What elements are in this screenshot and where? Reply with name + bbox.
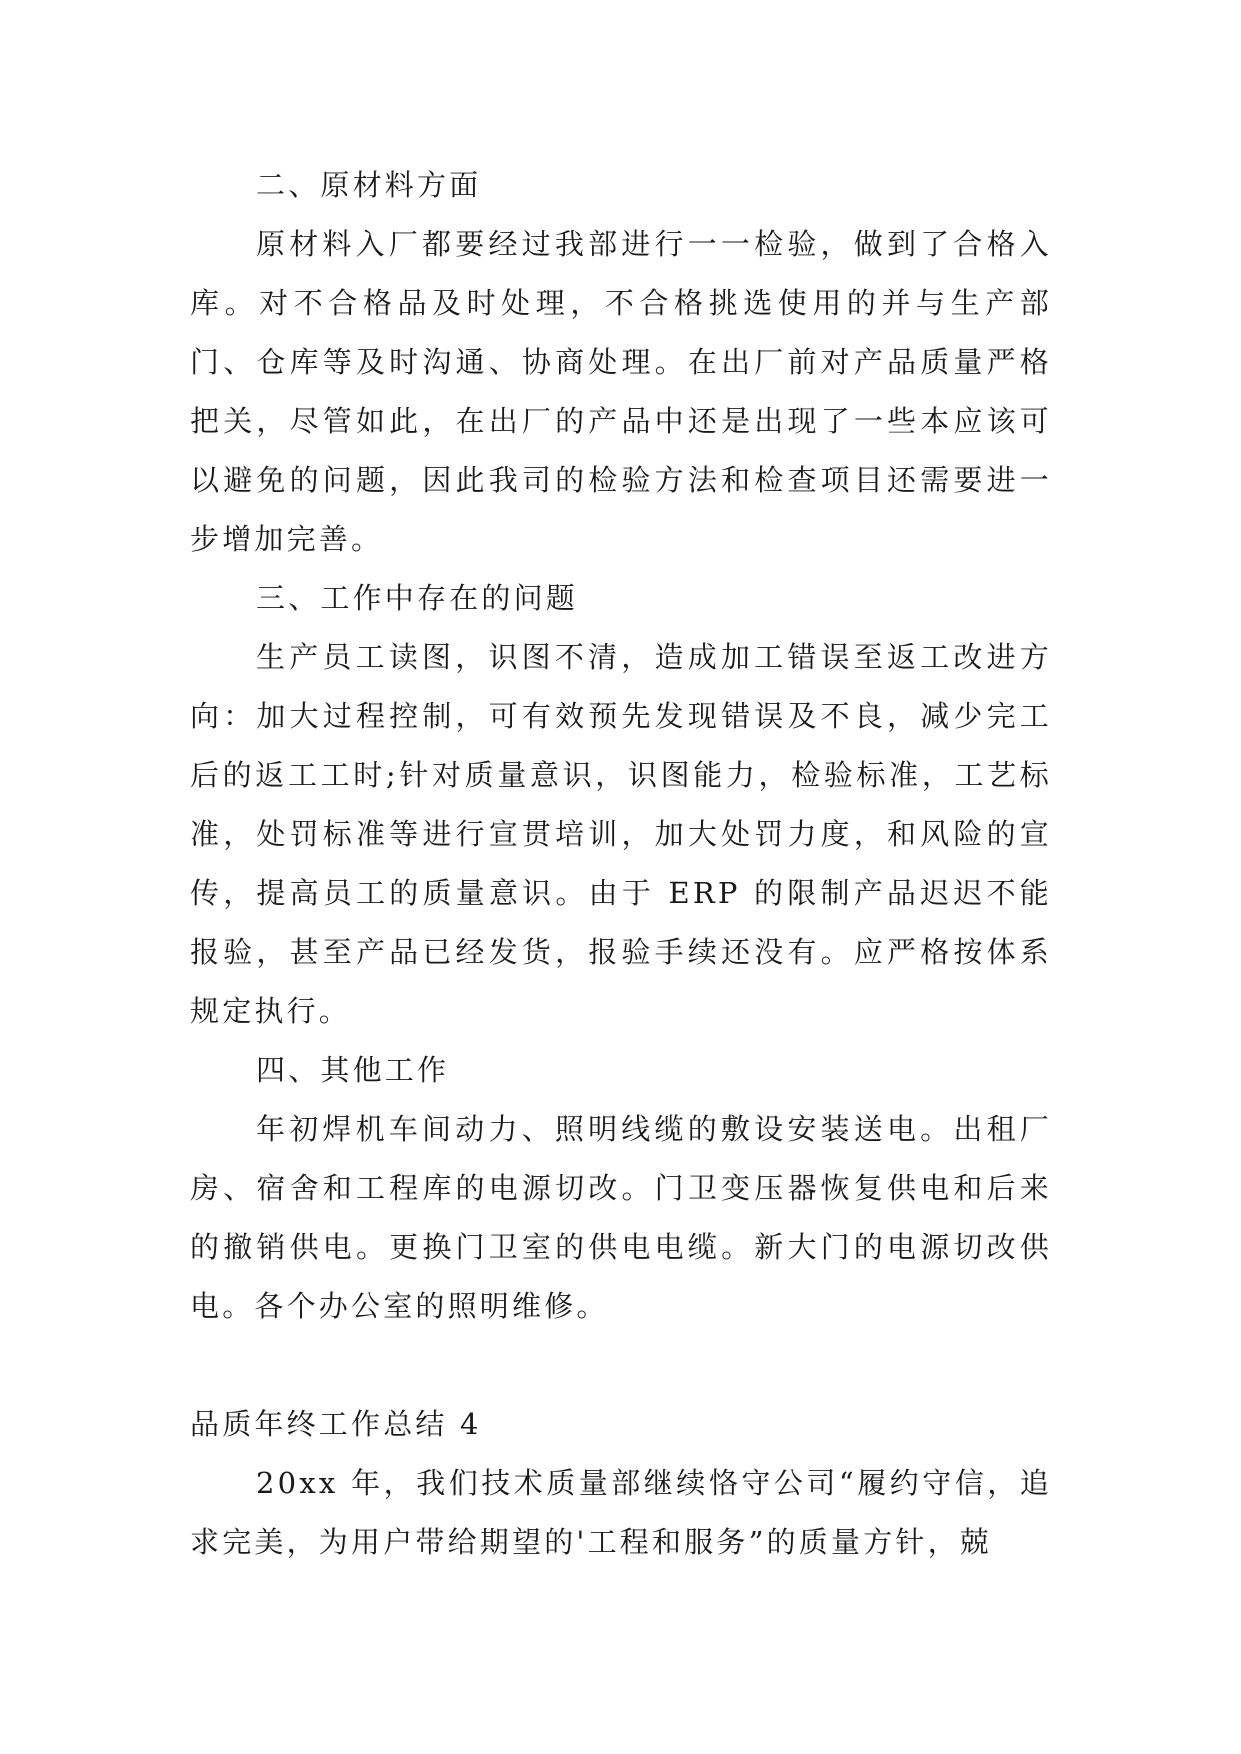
section-paragraph-other-work: 年初焊机车间动力、照明线缆的敷设安装送电。出租厂房、宿舍和工程库的电源切改。门卫变压器恢复供电和后来的撤销供电。更换门卫室的供电电缆。新大门的电源切改供电。各个办公室的照明维修。	[190, 1112, 1052, 1323]
next-summary-paragraph: 20xx 年，我们技术质量部继续恪守公司“履约守信，追求完美，为用户带给期望的'工程和服务”的质量方针，兢	[190, 1466, 1052, 1559]
section-heading-raw-materials: 二、原材料方面	[256, 168, 482, 202]
next-summary-title: 品质年终工作总结 4	[190, 1407, 482, 1441]
section-heading-other-work: 四、其他工作	[256, 1053, 450, 1087]
section-paragraph-problems: 生产员工读图，识图不清，造成加工错误至返工改进方向：加大过程控制，可有效预先发现错误及不良，减少完工后的返工工时;针对质量意识，识图能力，检验标准，工艺标准，处罚标准等进行宣贯培训，加大处罚力度，和风险的宣传，提高员工的质量意识。由于 ERP 的限制产品迟迟不能报验，甚至产品已经发货，报验手续还没有。应严格按体系规定执行。	[190, 640, 1052, 1028]
section-heading-problems: 三、工作中存在的问题	[256, 581, 579, 615]
section-paragraph-raw-materials: 原材料入厂都要经过我部进行一一检验，做到了合格入库。对不合格品及时处理，不合格挑选使用的并与生产部门、仓库等及时沟通、协商处理。在出厂前对产品质量严格把关，尽管如此，在出厂的产品中还是出现了一些本应该可以避免的问题，因此我司的检验方法和检查项目还需要进一步增加完善。	[190, 227, 1052, 556]
document-body	[190, 156, 1052, 1572]
